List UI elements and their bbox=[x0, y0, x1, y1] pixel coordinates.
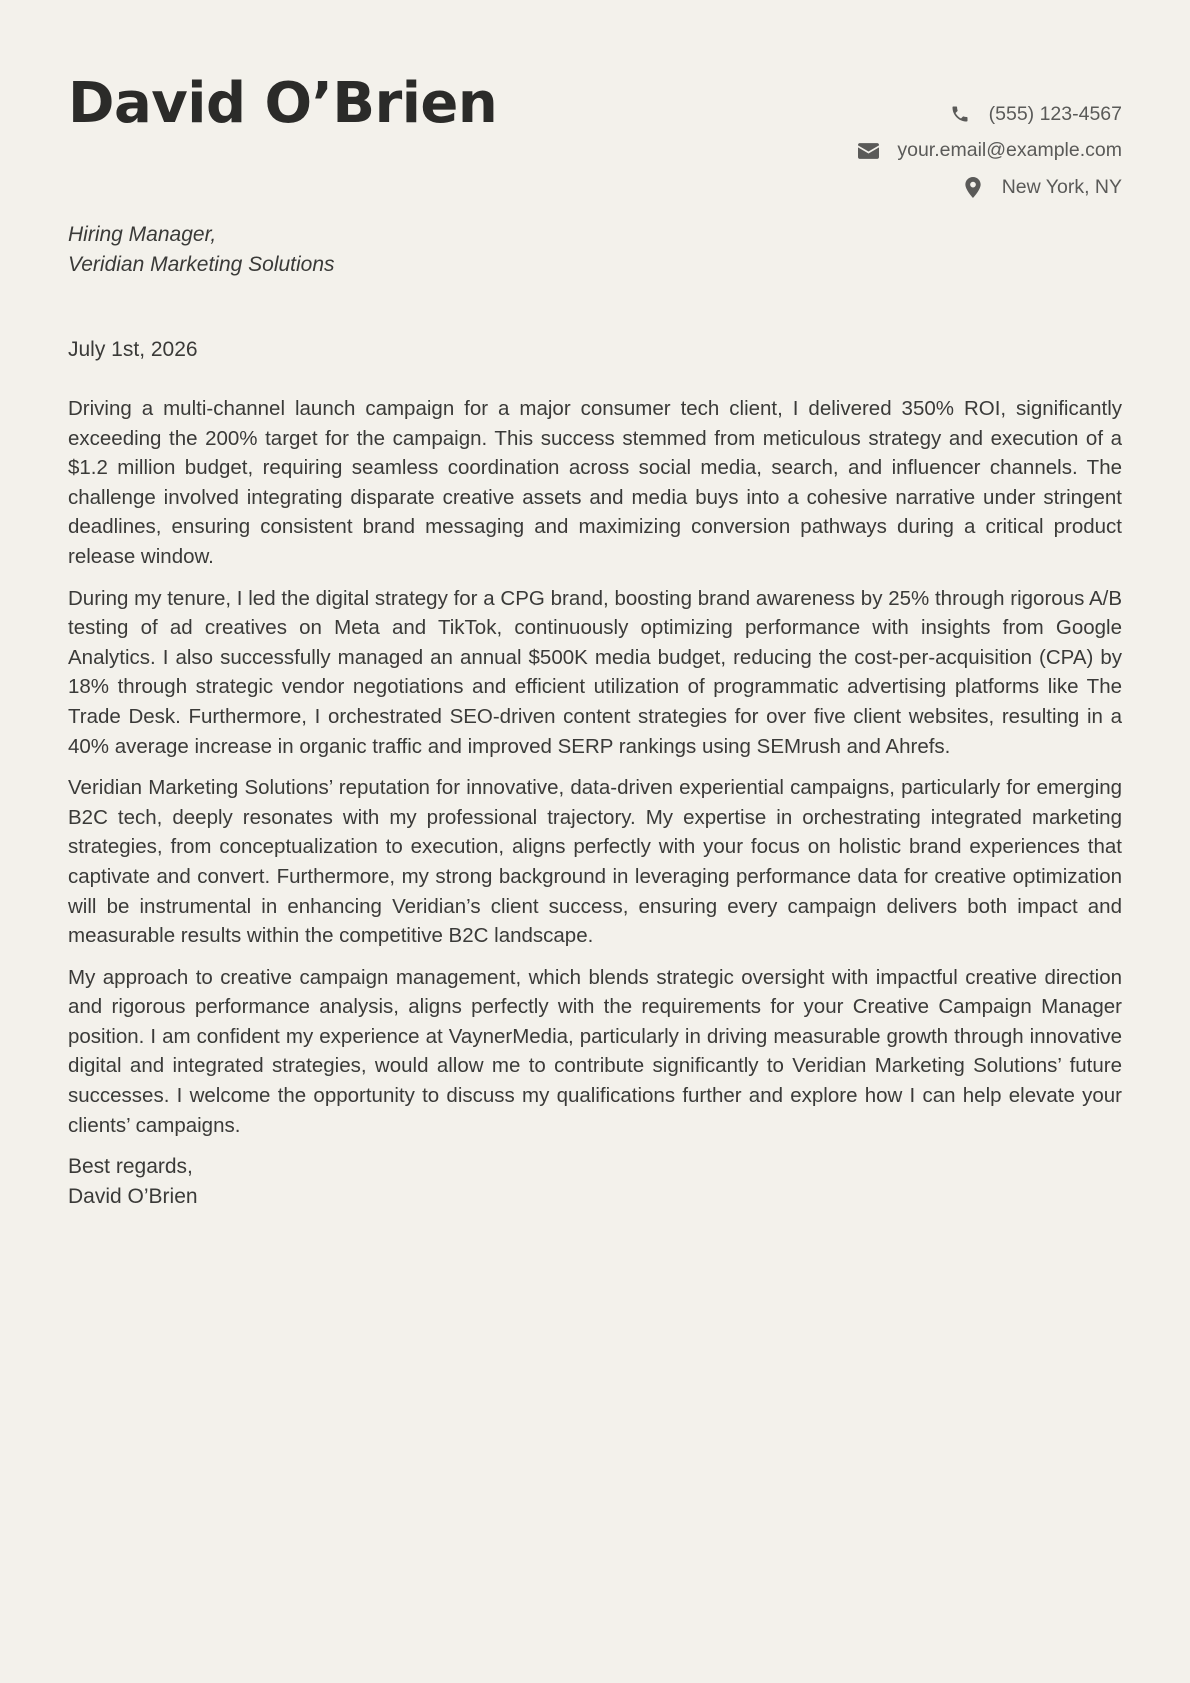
envelope-icon bbox=[857, 140, 879, 162]
contact-info bbox=[857, 96, 1122, 206]
sender-name: David O’Brien bbox=[68, 71, 498, 136]
recipient-block bbox=[68, 220, 1122, 279]
closing-signature: David O’Brien bbox=[68, 1184, 198, 1208]
letter-closing bbox=[68, 1152, 1122, 1211]
body-paragraph: Driving a multi-channel launch campaign for a major consumer tech client, I delivered 350% ROI, significantly exceeding the 200% target for the campaign. This success stemmed from meticulous strategy and execution of a $1.2 million budget, requiring seamless coordination across social media, search, and influencer channels. The challenge involved integrating disparate creative assets and media buys into a cohesive narrative under stringent deadlines, ensuring consistent brand messaging and maximizing conversion pathways during a critical product release window. bbox=[68, 397, 1122, 568]
letter-header bbox=[68, 0, 1122, 200]
contact-email bbox=[857, 133, 1122, 170]
letter-date: July 1st, 2026 bbox=[68, 338, 198, 361]
phone-number: (555) 123-4567 bbox=[988, 102, 1122, 125]
recipient-title: Hiring Manager, bbox=[68, 223, 217, 246]
email-address: your.email@example.com bbox=[897, 139, 1122, 162]
contact-location bbox=[857, 169, 1122, 206]
phone-icon bbox=[949, 103, 971, 125]
closing-salutation: Best regards, bbox=[68, 1155, 193, 1179]
body-paragraph: During my tenure, I led the digital strategy for a CPG brand, boosting brand awareness by 25% through rigorous A/B testing of ad creatives on Meta and TikTok, continuously optimizing performance with insights from Google Analytics. I also successfully managed an annual $500K media budget, reducing the cost-per-acquisition (CPA) by 18% through strategic vendor negotiations and efficient utilization of programmatic advertising platforms like The Trade Desk. Furthermore, I orchestrated SEO-driven content strategies for over five client websites, resulting in a 40% average increase in organic traffic and improved SERP rankings using SEMrush and Ahrefs. bbox=[68, 586, 1122, 758]
body-paragraph: My approach to creative campaign management, which blends strategic oversight with impactful creative direction and rigorous performance analysis, aligns perfectly with the requirements for your Creative Campaign Manager position. I am confident my experience at VaynerMedia, particularly in driving measurable growth through innovative digital and integrated strategies, would allow me to contribute significantly to Veridian Marketing Solutions’ future successes. I welcome the opportunity to discuss my qualifications further and explore how I can help elevate your clients’ campaigns. bbox=[68, 965, 1122, 1137]
body-paragraph: Veridian Marketing Solutions’ reputation for innovative, data-driven experiential campaigns, particularly for emerging B2C tech, deeply resonates with my professional trajectory. My expertise in orchestrating integrated marketing strategies, from conceptualization to execution, aligns perfectly with your focus on holistic brand experiences that captivate and convert. Furthermore, my strong background in leveraging performance data for creative optimization will be instrumental in enhancing Veridian’s client success, ensuring every campaign delivers both impact and measurable results within the competitive B2C landscape. bbox=[68, 776, 1122, 948]
recipient-company: Veridian Marketing Solutions bbox=[68, 252, 335, 276]
contact-phone bbox=[857, 96, 1122, 133]
location-text: New York, NY bbox=[1001, 175, 1122, 198]
map-pin-icon bbox=[962, 176, 984, 198]
letter-body bbox=[68, 394, 1122, 1140]
